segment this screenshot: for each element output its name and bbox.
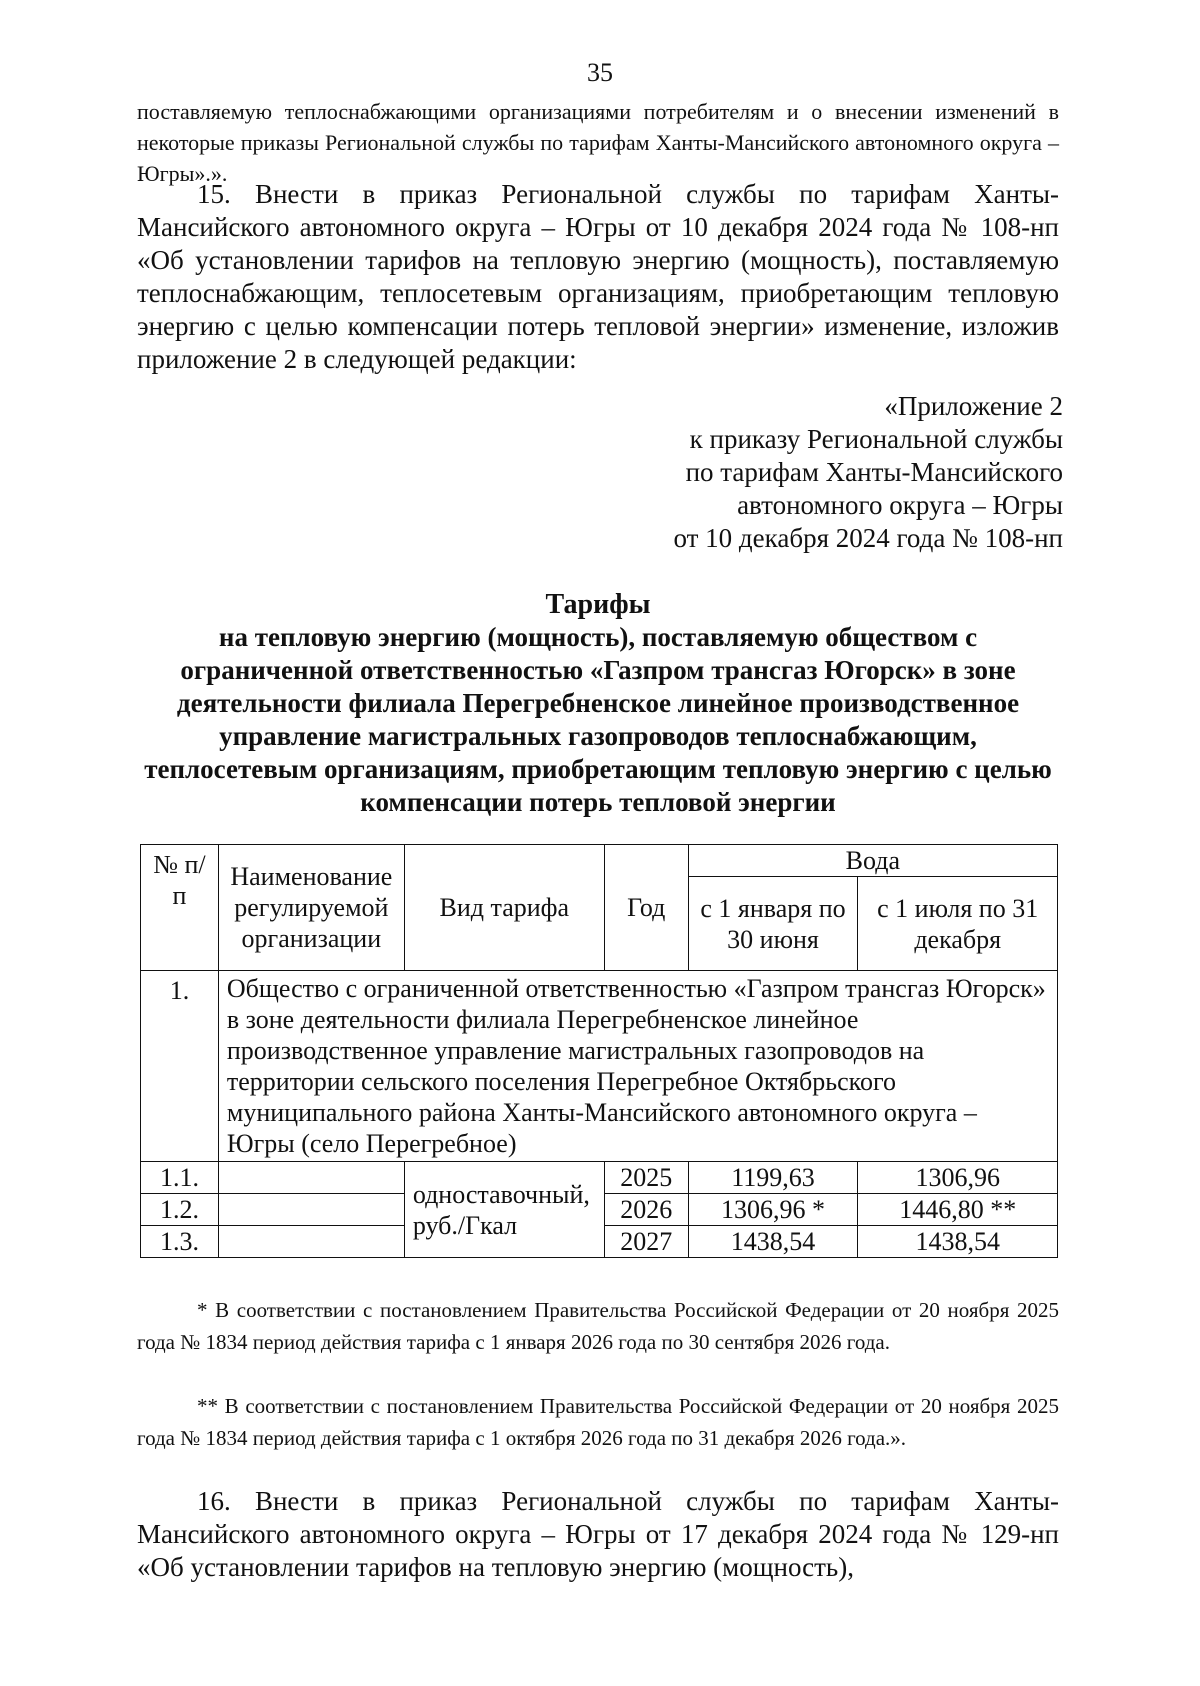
row-organization: [218, 1226, 404, 1258]
row-value-jul-dec: 1438,54: [858, 1226, 1058, 1258]
row-value-jan-jun: 1199,63: [688, 1162, 858, 1194]
title-subtitle: на тепловую энергию (мощность), поставляемую обществом с ограниченной ответственностью «Газпром трансгаз Югорск» в зоне деятельности филиала Перегребненское линейное производственное управление магистральных газопроводов теплоснабжающим, теплосетевым организациям, приобретающим тепловую энергию с целью компенсации потерь тепловой энергии: [144, 622, 1052, 817]
appendix-reference: [673, 390, 1063, 555]
row-value-jan-jun: 1306,96 *: [688, 1194, 858, 1226]
intro-paragraph: поставляемую теплоснабжающими организациями потребителям и о внесении изменений в некоторые приказы Региональной службы по тарифам Ханты-Мансийского автономного округа – Югры».».: [137, 99, 1059, 186]
appendix-line: «Приложение 2: [884, 391, 1063, 421]
row-value-jan-jun: 1438,54: [688, 1226, 858, 1258]
appendix-line: от 10 декабря 2024 года № 108-нп: [673, 523, 1063, 553]
item-16-paragraph: 16. Внести в приказ Региональной службы по тарифам Ханты-Мансийского автономного округа – Югры от 17 декабря 2024 года № 129-нп «Об установлении тарифов на тепловую энергию (мощность),: [137, 1486, 1059, 1582]
footnote-double-star: ** В соответствии с постановлением Правительства Российской Федерации от 20 ноября 2025 года № 1834 период действия тарифа с 1 октября 2026 года по 31 декабря 2026 года.».: [137, 1394, 1059, 1450]
row-number: 1.2.: [141, 1194, 219, 1226]
row-organization: [218, 1162, 404, 1194]
tariff-table: [140, 844, 1058, 1258]
header-organization: Наименование регулируемой организации: [218, 845, 404, 971]
header-period-jul-dec: с 1 июля по 31 декабря: [858, 877, 1058, 971]
table-row: [141, 1162, 1058, 1194]
row-year: 2025: [604, 1162, 688, 1194]
appendix-line: автономного округа – Югры: [737, 490, 1063, 520]
header-tariff-type: Вид тарифа: [404, 845, 604, 971]
row-year: 2027: [604, 1226, 688, 1258]
title-main: Тарифы: [545, 589, 651, 620]
appendix-line: к приказу Региональной службы: [689, 424, 1063, 454]
row-year: 2026: [604, 1194, 688, 1226]
row-value-jul-dec: 1446,80 **: [858, 1194, 1058, 1226]
header-year: Год: [604, 845, 688, 971]
group-organization: Общество с ограниченной ответственностью «Газпром трансгаз Югорск» в зоне деятельности филиала Перегребненское линейное производственное управление магистральных газопроводов на территории сельского поселения Перегребное Октябрьского муниципального района Ханты-Мансийского автономного округа – Югры (село Перегребное): [218, 971, 1057, 1162]
page-number: 35: [587, 58, 613, 87]
header-period-jan-jun: с 1 января по 30 июня: [688, 877, 858, 971]
header-number: № п/п: [141, 845, 219, 971]
footnote-single-star: * В соответствии с постановлением Правительства Российской Федерации от 20 ноября 2025 года № 1834 период действия тарифа с 1 января 2026 года по 30 сентября 2026 года.: [137, 1298, 1059, 1354]
document-title: [137, 588, 1059, 819]
appendix-line: по тарифам Ханты-Мансийского: [685, 457, 1063, 487]
row-number: 1.3.: [141, 1226, 219, 1258]
group-number: 1.: [141, 971, 219, 1162]
header-water: Вода: [688, 845, 1057, 877]
row-value-jul-dec: 1306,96: [858, 1162, 1058, 1194]
row-organization: [218, 1194, 404, 1226]
row-number: 1.1.: [141, 1162, 219, 1194]
item-15-paragraph: 15. Внести в приказ Региональной службы по тарифам Ханты-Мансийского автономного округа – Югры от 10 декабря 2024 года № 108-нп «Об установлении тарифов на тепловую энергию (мощность), поставляемую теплоснабжающим, теплосетевым организациям, приобретающим тепловую энергию с целью компенсации потерь тепловой энергии» изменение, изложив приложение 2 в следующей редакции:: [137, 179, 1059, 374]
tariff-type-cell: одноставочный, руб./Гкал: [404, 1162, 604, 1258]
